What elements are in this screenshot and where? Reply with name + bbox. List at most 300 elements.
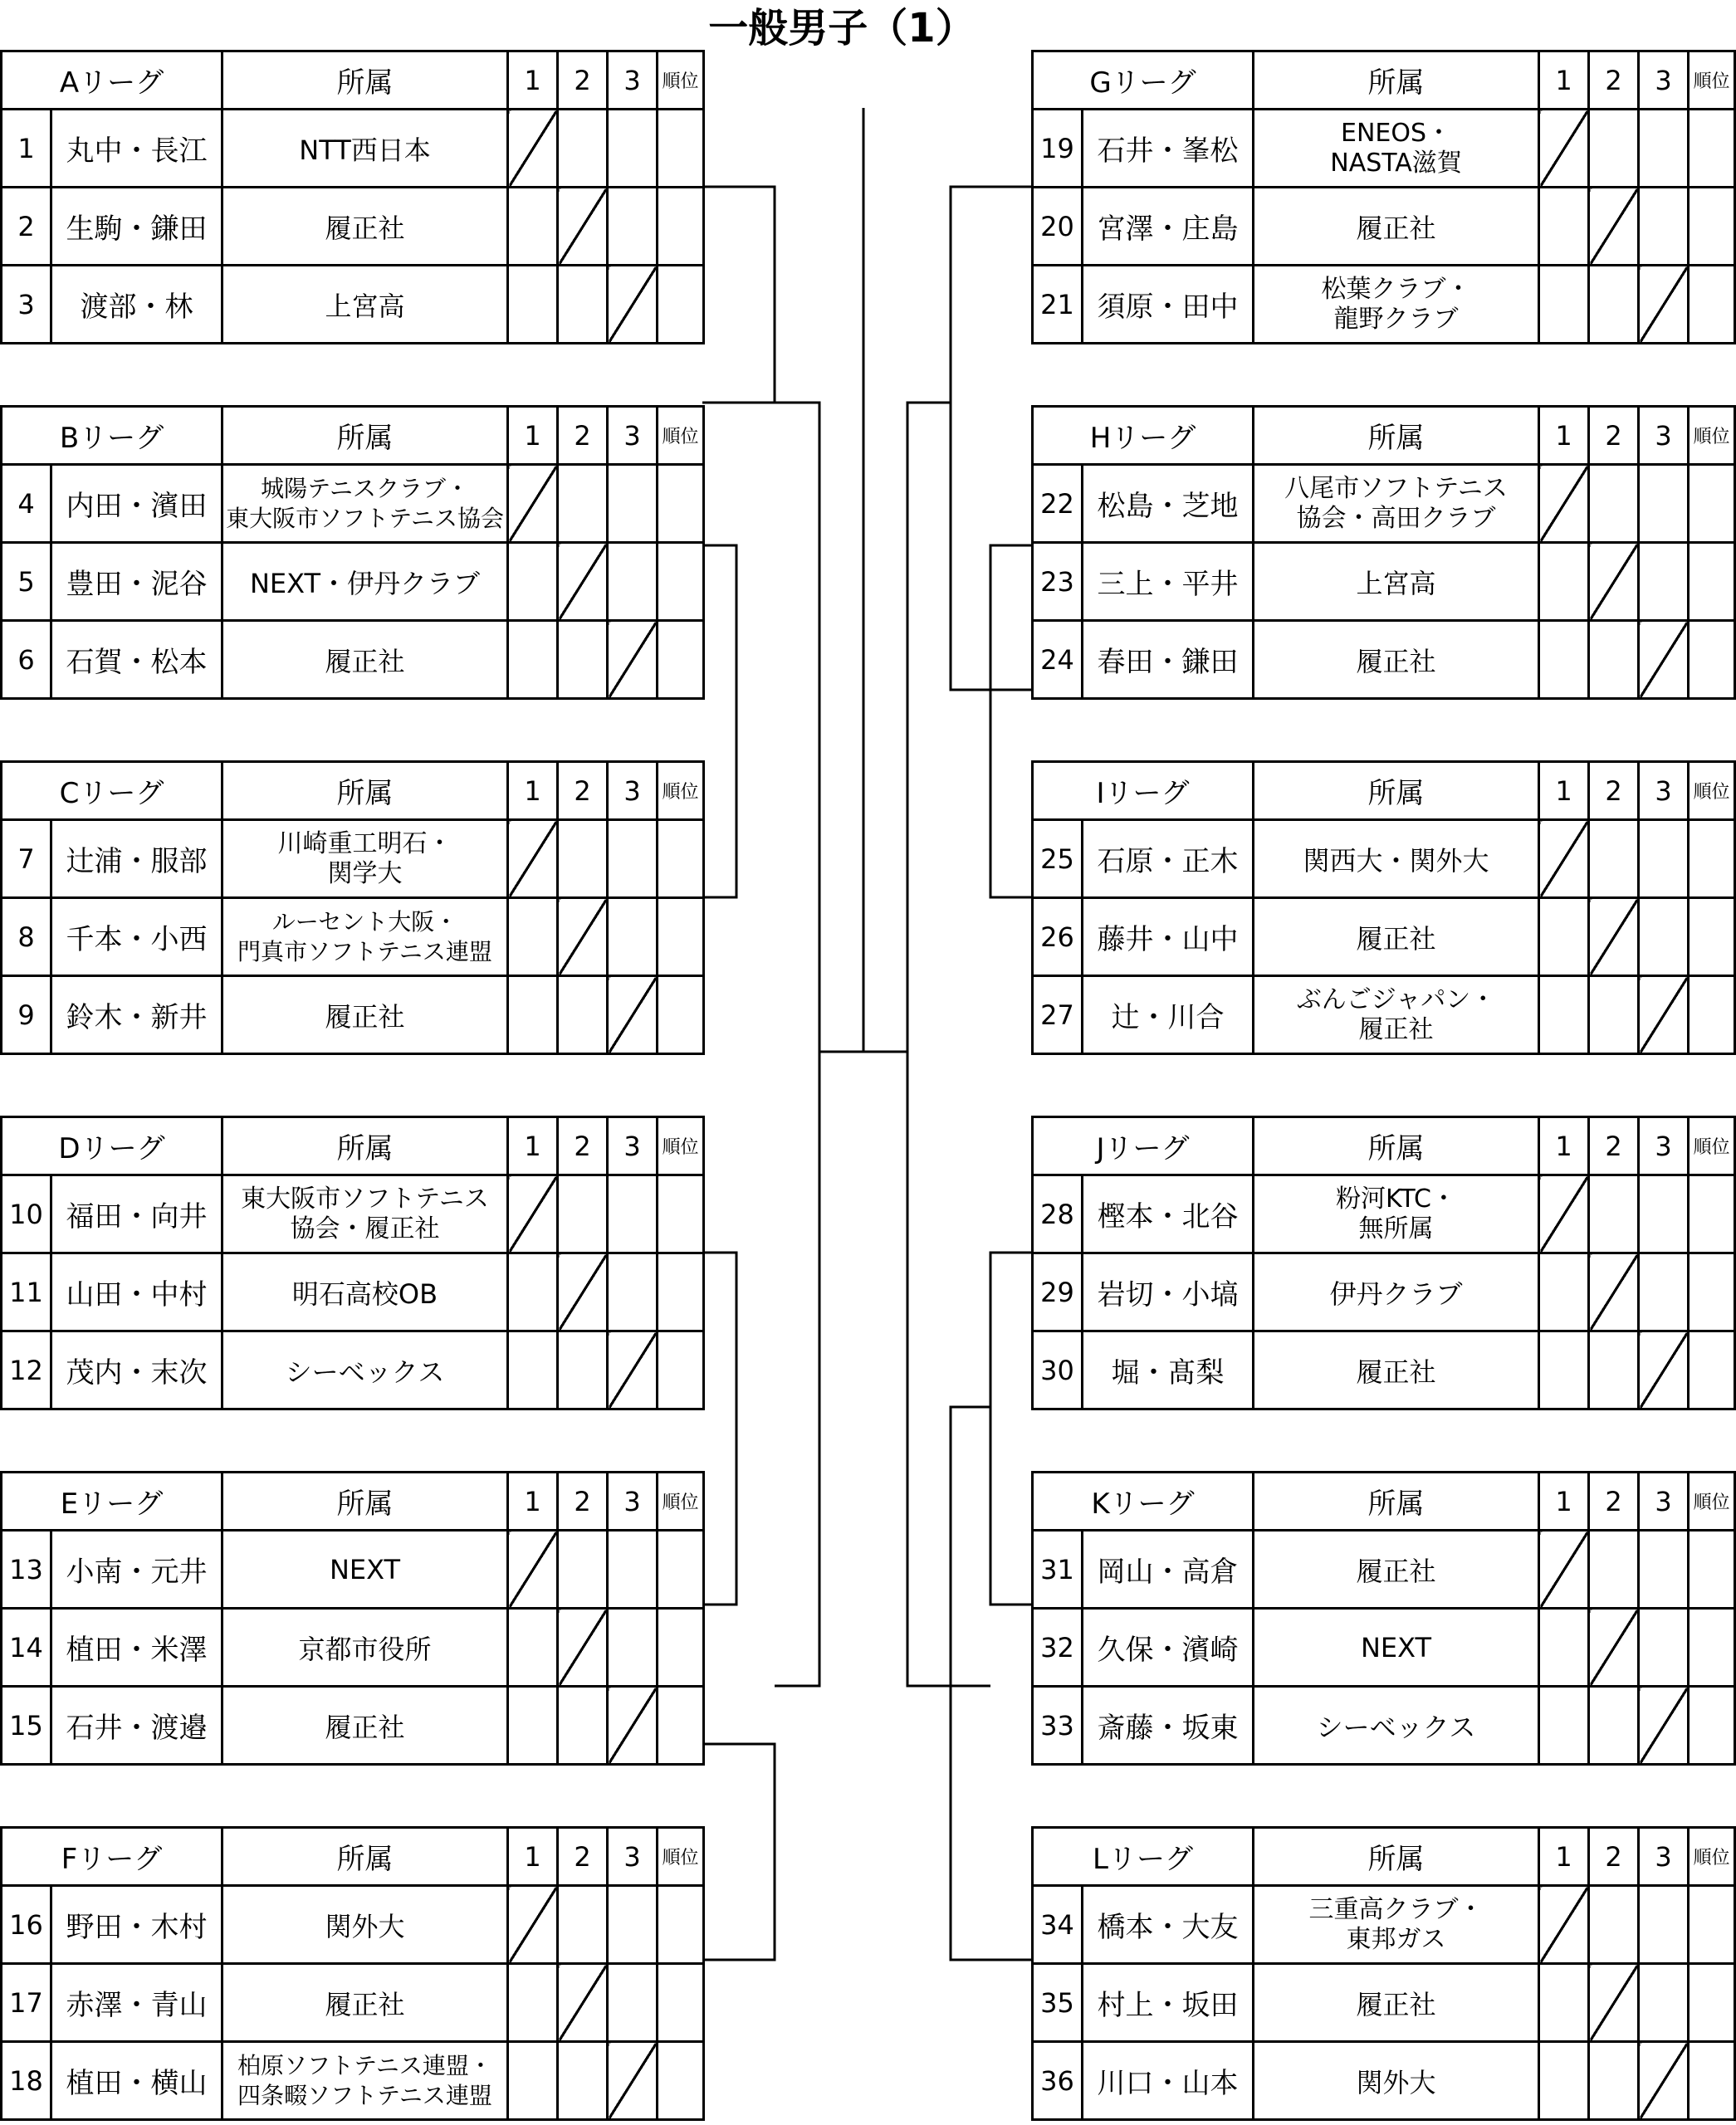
score-cell xyxy=(508,188,558,266)
table-row xyxy=(2,188,704,266)
bracket-line xyxy=(702,1744,775,1960)
self-match-cell xyxy=(1639,1331,1689,1409)
player-pair: 樫本・北谷 xyxy=(1083,1175,1254,1253)
score-cell xyxy=(508,543,558,621)
self-match-cell xyxy=(508,1886,558,1964)
affiliation-line: 履正社 xyxy=(1356,1988,1436,2020)
affiliation-header: 所属 xyxy=(223,1117,508,1175)
affiliation xyxy=(223,543,508,621)
player-pair: 須原・田中 xyxy=(1083,266,1254,344)
score-cell xyxy=(608,543,658,621)
self-match-cell xyxy=(558,188,608,266)
table-row xyxy=(2,898,704,976)
league-name: Eリーグ xyxy=(2,1473,223,1531)
rank-cell xyxy=(658,1609,704,1687)
score-cell xyxy=(608,1964,658,2042)
self-match-cell xyxy=(508,465,558,543)
table-row xyxy=(2,1609,704,1687)
entry-number: 9 xyxy=(2,976,51,1054)
affiliation-line: NTT西日本 xyxy=(299,134,431,166)
round-3-header: 3 xyxy=(1639,1828,1689,1886)
score-cell xyxy=(1639,543,1689,621)
affiliation-line: 龍野クラブ xyxy=(1333,304,1459,334)
rank-cell xyxy=(1689,1886,1735,1964)
affiliation-line: 協会・高田クラブ xyxy=(1296,503,1496,533)
rank-cell xyxy=(1689,820,1735,898)
affiliation xyxy=(223,2042,508,2120)
affiliation-line: 履正社 xyxy=(325,1711,405,1743)
score-cell xyxy=(558,110,608,188)
affiliation xyxy=(223,188,508,266)
self-match-cell xyxy=(1539,1175,1589,1253)
self-match-cell xyxy=(1539,1886,1589,1964)
player-pair: 渡部・林 xyxy=(51,266,223,344)
entry-number: 26 xyxy=(1033,898,1083,976)
player-pair: 植田・米澤 xyxy=(51,1609,223,1687)
score-cell xyxy=(1639,110,1689,188)
affiliation-line: 東大阪市ソフトテニス xyxy=(241,1184,489,1214)
self-match-cell xyxy=(608,1687,658,1765)
rank-cell xyxy=(658,1964,704,2042)
score-cell xyxy=(1639,1964,1689,2042)
round-2-header: 2 xyxy=(558,1117,608,1175)
affiliation-line: シーベックス xyxy=(285,1356,445,1388)
affiliation-line: 東大阪市ソフトテニス協会 xyxy=(226,504,504,532)
score-cell xyxy=(508,2042,558,2120)
table-row xyxy=(1033,1609,1735,1687)
player-pair: 橋本・大友 xyxy=(1083,1886,1254,1964)
score-cell xyxy=(558,465,608,543)
score-cell xyxy=(608,465,658,543)
entry-number: 15 xyxy=(2,1687,51,1765)
player-pair: 野田・木村 xyxy=(51,1886,223,1964)
player-pair: 岡山・高倉 xyxy=(1083,1531,1254,1609)
score-cell xyxy=(1539,1964,1589,2042)
player-pair: 川口・山本 xyxy=(1083,2042,1254,2120)
league-table xyxy=(0,405,705,700)
table-row xyxy=(1033,621,1735,699)
round-2-header: 2 xyxy=(1589,1828,1639,1886)
rank-header: 順位 xyxy=(658,407,704,465)
league-name: Dリーグ xyxy=(2,1117,223,1175)
entry-number: 30 xyxy=(1033,1331,1083,1409)
affiliation-line: 明石高校OB xyxy=(291,1277,438,1310)
self-match-cell xyxy=(508,1175,558,1253)
score-cell xyxy=(558,1175,608,1253)
player-pair: 植田・横山 xyxy=(51,2042,223,2120)
rank-cell xyxy=(658,1687,704,1765)
round-2-header: 2 xyxy=(1589,1473,1639,1531)
score-cell xyxy=(508,266,558,344)
entry-number: 8 xyxy=(2,898,51,976)
player-pair: 丸中・長江 xyxy=(51,110,223,188)
player-pair: 豊田・泥谷 xyxy=(51,543,223,621)
score-cell xyxy=(608,898,658,976)
affiliation-line: 東邦ガス xyxy=(1346,1924,1446,1954)
score-cell xyxy=(558,1331,608,1409)
rank-cell xyxy=(1689,465,1735,543)
self-match-cell xyxy=(1539,820,1589,898)
self-match-cell xyxy=(1539,1531,1589,1609)
affiliation xyxy=(223,820,508,898)
affiliation-header: 所属 xyxy=(223,1828,508,1886)
round-2-header: 2 xyxy=(558,1828,608,1886)
table-row xyxy=(2,1531,704,1609)
page-title: 一般男子（1） xyxy=(708,5,976,51)
player-pair: 松島・芝地 xyxy=(1083,465,1254,543)
score-cell xyxy=(1589,266,1639,344)
rank-cell xyxy=(1689,110,1735,188)
entry-number: 28 xyxy=(1033,1175,1083,1253)
table-row xyxy=(1033,820,1735,898)
self-match-cell xyxy=(1589,1253,1639,1331)
table-row xyxy=(1033,976,1735,1054)
round-2-header: 2 xyxy=(1589,762,1639,820)
affiliation xyxy=(1254,1331,1539,1409)
entry-number: 14 xyxy=(2,1609,51,1687)
score-cell xyxy=(1639,1609,1689,1687)
table-row xyxy=(1033,1253,1735,1331)
self-match-cell xyxy=(608,266,658,344)
score-cell xyxy=(1589,1687,1639,1765)
affiliation xyxy=(1254,266,1539,344)
table-row xyxy=(1033,1531,1735,1609)
round-1-header: 1 xyxy=(508,1828,558,1886)
score-cell xyxy=(1589,1531,1639,1609)
self-match-cell xyxy=(1639,976,1689,1054)
round-3-header: 3 xyxy=(1639,407,1689,465)
table-row xyxy=(1033,2042,1735,2120)
rank-cell xyxy=(658,543,704,621)
score-cell xyxy=(1539,188,1589,266)
score-cell xyxy=(1539,621,1589,699)
entry-number: 22 xyxy=(1033,465,1083,543)
self-match-cell xyxy=(558,1964,608,2042)
player-pair: 斎藤・坂東 xyxy=(1083,1687,1254,1765)
score-cell xyxy=(608,188,658,266)
player-pair: 村上・坂田 xyxy=(1083,1964,1254,2042)
league-name: Cリーグ xyxy=(2,762,223,820)
score-cell xyxy=(1589,465,1639,543)
rank-cell xyxy=(658,110,704,188)
score-cell xyxy=(1639,1531,1689,1609)
rank-header: 順位 xyxy=(1689,762,1735,820)
score-cell xyxy=(1639,1253,1689,1331)
rank-cell xyxy=(1689,2042,1735,2120)
rank-cell xyxy=(1689,1331,1735,1409)
affiliation-line: 川崎重工明石・ xyxy=(277,828,452,858)
affiliation xyxy=(1254,465,1539,543)
affiliation-line: 履正社 xyxy=(1356,922,1436,955)
score-cell xyxy=(1639,820,1689,898)
table-row xyxy=(1033,110,1735,188)
rank-header: 順位 xyxy=(1689,1828,1735,1886)
rank-cell xyxy=(1689,1964,1735,2042)
round-3-header: 3 xyxy=(608,407,658,465)
self-match-cell xyxy=(1639,2042,1689,2120)
affiliation-line: ルーセント大阪・ xyxy=(271,907,458,935)
self-match-cell xyxy=(558,898,608,976)
table-row xyxy=(2,1175,704,1253)
affiliation xyxy=(223,1531,508,1609)
rank-cell xyxy=(658,2042,704,2120)
round-2-header: 2 xyxy=(1589,51,1639,110)
rank-cell xyxy=(658,465,704,543)
affiliation xyxy=(1254,543,1539,621)
entry-number: 31 xyxy=(1033,1531,1083,1609)
score-cell xyxy=(1639,188,1689,266)
score-cell xyxy=(608,1531,658,1609)
player-pair: 小南・元井 xyxy=(51,1531,223,1609)
score-cell xyxy=(608,110,658,188)
round-2-header: 2 xyxy=(558,407,608,465)
table-row xyxy=(2,976,704,1054)
affiliation-line: 関西大・関外大 xyxy=(1303,844,1489,877)
entry-number: 17 xyxy=(2,1964,51,2042)
score-cell xyxy=(1539,266,1589,344)
table-row xyxy=(2,1886,704,1964)
player-pair: 石賀・松本 xyxy=(51,621,223,699)
affiliation-line: 履正社 xyxy=(325,1988,405,2020)
table-row xyxy=(1033,1964,1735,2042)
entry-number: 23 xyxy=(1033,543,1083,621)
rank-header: 順位 xyxy=(658,1828,704,1886)
score-cell xyxy=(1589,1175,1639,1253)
entry-number: 35 xyxy=(1033,1964,1083,2042)
round-2-header: 2 xyxy=(1589,407,1639,465)
rank-header: 順位 xyxy=(1689,51,1735,110)
table-row xyxy=(2,2042,704,2120)
score-cell xyxy=(608,1253,658,1331)
score-cell xyxy=(1589,976,1639,1054)
rank-cell xyxy=(1689,188,1735,266)
score-cell xyxy=(1639,1175,1689,1253)
table-row xyxy=(1033,898,1735,976)
affiliation-line: 京都市役所 xyxy=(298,1633,432,1665)
table-row xyxy=(1033,1687,1735,1765)
table-row xyxy=(1033,1175,1735,1253)
round-1-header: 1 xyxy=(508,762,558,820)
player-pair: 辻・川合 xyxy=(1083,976,1254,1054)
league-name: Fリーグ xyxy=(2,1828,223,1886)
league-table xyxy=(0,1471,705,1766)
self-match-cell xyxy=(608,621,658,699)
score-cell xyxy=(1539,543,1589,621)
table-row xyxy=(2,110,704,188)
affiliation xyxy=(1254,1687,1539,1765)
league-table xyxy=(0,1116,705,1410)
player-pair: 藤井・山中 xyxy=(1083,898,1254,976)
player-pair: 辻浦・服部 xyxy=(51,820,223,898)
score-cell xyxy=(508,1964,558,2042)
table-row xyxy=(1033,1886,1735,1964)
entry-number: 25 xyxy=(1033,820,1083,898)
score-cell xyxy=(558,1687,608,1765)
round-2-header: 2 xyxy=(558,762,608,820)
score-cell xyxy=(608,1886,658,1964)
entry-number: 18 xyxy=(2,2042,51,2120)
score-cell xyxy=(1589,621,1639,699)
score-cell xyxy=(1539,898,1589,976)
entry-number: 32 xyxy=(1033,1609,1083,1687)
affiliation-line: 粉河KTC・ xyxy=(1336,1184,1456,1214)
affiliation-line: 上宮高 xyxy=(325,290,405,322)
affiliation-line: NEXT xyxy=(329,1553,401,1585)
affiliation-header: 所属 xyxy=(223,51,508,110)
round-3-header: 3 xyxy=(1639,1117,1689,1175)
table-row xyxy=(2,1253,704,1331)
self-match-cell xyxy=(558,1253,608,1331)
rank-cell xyxy=(1689,1609,1735,1687)
affiliation xyxy=(1254,976,1539,1054)
score-cell xyxy=(508,1253,558,1331)
score-cell xyxy=(1539,1687,1589,1765)
rank-cell xyxy=(1689,1175,1735,1253)
affiliation-header: 所属 xyxy=(223,762,508,820)
affiliation-line: 関外大 xyxy=(1356,2066,1436,2098)
affiliation-line: 関外大 xyxy=(325,1910,405,1942)
league-name: Gリーグ xyxy=(1033,51,1254,110)
rank-cell xyxy=(658,266,704,344)
entry-number: 19 xyxy=(1033,110,1083,188)
player-pair: 生駒・鎌田 xyxy=(51,188,223,266)
bracket-line xyxy=(990,545,1031,897)
player-pair: 宮澤・庄島 xyxy=(1083,188,1254,266)
league-table xyxy=(1031,405,1736,700)
table-row xyxy=(2,621,704,699)
affiliation xyxy=(223,110,508,188)
round-3-header: 3 xyxy=(608,1473,658,1531)
affiliation xyxy=(1254,1175,1539,1253)
league-name: Aリーグ xyxy=(2,51,223,110)
self-match-cell xyxy=(508,820,558,898)
affiliation-line: 履正社 xyxy=(1356,645,1436,677)
rank-cell xyxy=(658,1253,704,1331)
league-table xyxy=(0,760,705,1055)
entry-number: 10 xyxy=(2,1175,51,1253)
rank-cell xyxy=(658,1531,704,1609)
league-name: Iリーグ xyxy=(1033,762,1254,820)
table-row xyxy=(1033,266,1735,344)
rank-cell xyxy=(658,1886,704,1964)
entry-number: 11 xyxy=(2,1253,51,1331)
table-row xyxy=(1033,465,1735,543)
affiliation xyxy=(1254,820,1539,898)
bracket-line xyxy=(702,545,736,897)
affiliation xyxy=(223,1886,508,1964)
round-1-header: 1 xyxy=(508,51,558,110)
table-row xyxy=(2,1964,704,2042)
round-3-header: 3 xyxy=(608,762,658,820)
self-match-cell xyxy=(1539,110,1589,188)
player-pair: 春田・鎌田 xyxy=(1083,621,1254,699)
entry-number: 2 xyxy=(2,188,51,266)
league-name: Hリーグ xyxy=(1033,407,1254,465)
affiliation-header: 所属 xyxy=(1254,1828,1539,1886)
player-pair: 赤澤・青山 xyxy=(51,1964,223,2042)
bracket-line xyxy=(990,1253,1031,1605)
affiliation-line: 三重高クラブ・ xyxy=(1308,1894,1484,1924)
rank-cell xyxy=(1689,1531,1735,1609)
affiliation-line: 履正社 xyxy=(325,1000,405,1033)
entry-number: 5 xyxy=(2,543,51,621)
table-row xyxy=(2,1687,704,1765)
self-match-cell xyxy=(608,2042,658,2120)
score-cell xyxy=(558,976,608,1054)
score-cell xyxy=(1589,1886,1639,1964)
round-3-header: 3 xyxy=(608,51,658,110)
rank-cell xyxy=(1689,543,1735,621)
round-1-header: 1 xyxy=(1539,407,1589,465)
affiliation-line: ENEOS・ xyxy=(1341,118,1452,148)
score-cell xyxy=(1539,976,1589,1054)
score-cell xyxy=(558,266,608,344)
player-pair: 石井・渡邉 xyxy=(51,1687,223,1765)
affiliation-line: 城陽テニスクラブ・ xyxy=(261,474,469,502)
bracket-line xyxy=(702,1253,736,1605)
affiliation xyxy=(223,1687,508,1765)
entry-number: 13 xyxy=(2,1531,51,1609)
affiliation xyxy=(223,898,508,976)
entry-number: 36 xyxy=(1033,2042,1083,2120)
self-match-cell xyxy=(1589,543,1639,621)
score-cell xyxy=(1539,1609,1589,1687)
rank-cell xyxy=(658,898,704,976)
affiliation-line: 四条畷ソフトテニス連盟 xyxy=(237,2081,492,2109)
rank-cell xyxy=(1689,1687,1735,1765)
affiliation-line: 門真市ソフトテニス連盟 xyxy=(237,937,492,965)
affiliation xyxy=(1254,110,1539,188)
affiliation-header: 所属 xyxy=(223,1473,508,1531)
affiliation xyxy=(223,1964,508,2042)
affiliation xyxy=(1254,1964,1539,2042)
rank-cell xyxy=(658,976,704,1054)
league-name: Kリーグ xyxy=(1033,1473,1254,1531)
affiliation xyxy=(223,266,508,344)
round-1-header: 1 xyxy=(1539,1473,1589,1531)
round-3-header: 3 xyxy=(608,1117,658,1175)
rank-cell xyxy=(1689,1253,1735,1331)
round-3-header: 3 xyxy=(1639,1473,1689,1531)
rank-cell xyxy=(658,820,704,898)
self-match-cell xyxy=(1539,465,1589,543)
table-row xyxy=(2,465,704,543)
league-table xyxy=(1031,1471,1736,1766)
score-cell xyxy=(1639,898,1689,976)
rank-header: 順位 xyxy=(658,51,704,110)
player-pair: 茂内・末次 xyxy=(51,1331,223,1409)
affiliation xyxy=(1254,2042,1539,2120)
self-match-cell xyxy=(1589,1609,1639,1687)
score-cell xyxy=(558,1886,608,1964)
round-2-header: 2 xyxy=(558,51,608,110)
round-3-header: 3 xyxy=(608,1828,658,1886)
affiliation-line: 履正社 xyxy=(325,645,405,677)
self-match-cell xyxy=(1589,1964,1639,2042)
entry-number: 34 xyxy=(1033,1886,1083,1964)
self-match-cell xyxy=(1639,621,1689,699)
affiliation xyxy=(223,976,508,1054)
score-cell xyxy=(608,820,658,898)
score-cell xyxy=(558,1531,608,1609)
affiliation xyxy=(1254,621,1539,699)
player-pair: 千本・小西 xyxy=(51,898,223,976)
affiliation-header: 所属 xyxy=(223,407,508,465)
rank-cell xyxy=(1689,266,1735,344)
affiliation-line: 関学大 xyxy=(327,858,403,888)
rank-cell xyxy=(1689,621,1735,699)
score-cell xyxy=(608,1175,658,1253)
